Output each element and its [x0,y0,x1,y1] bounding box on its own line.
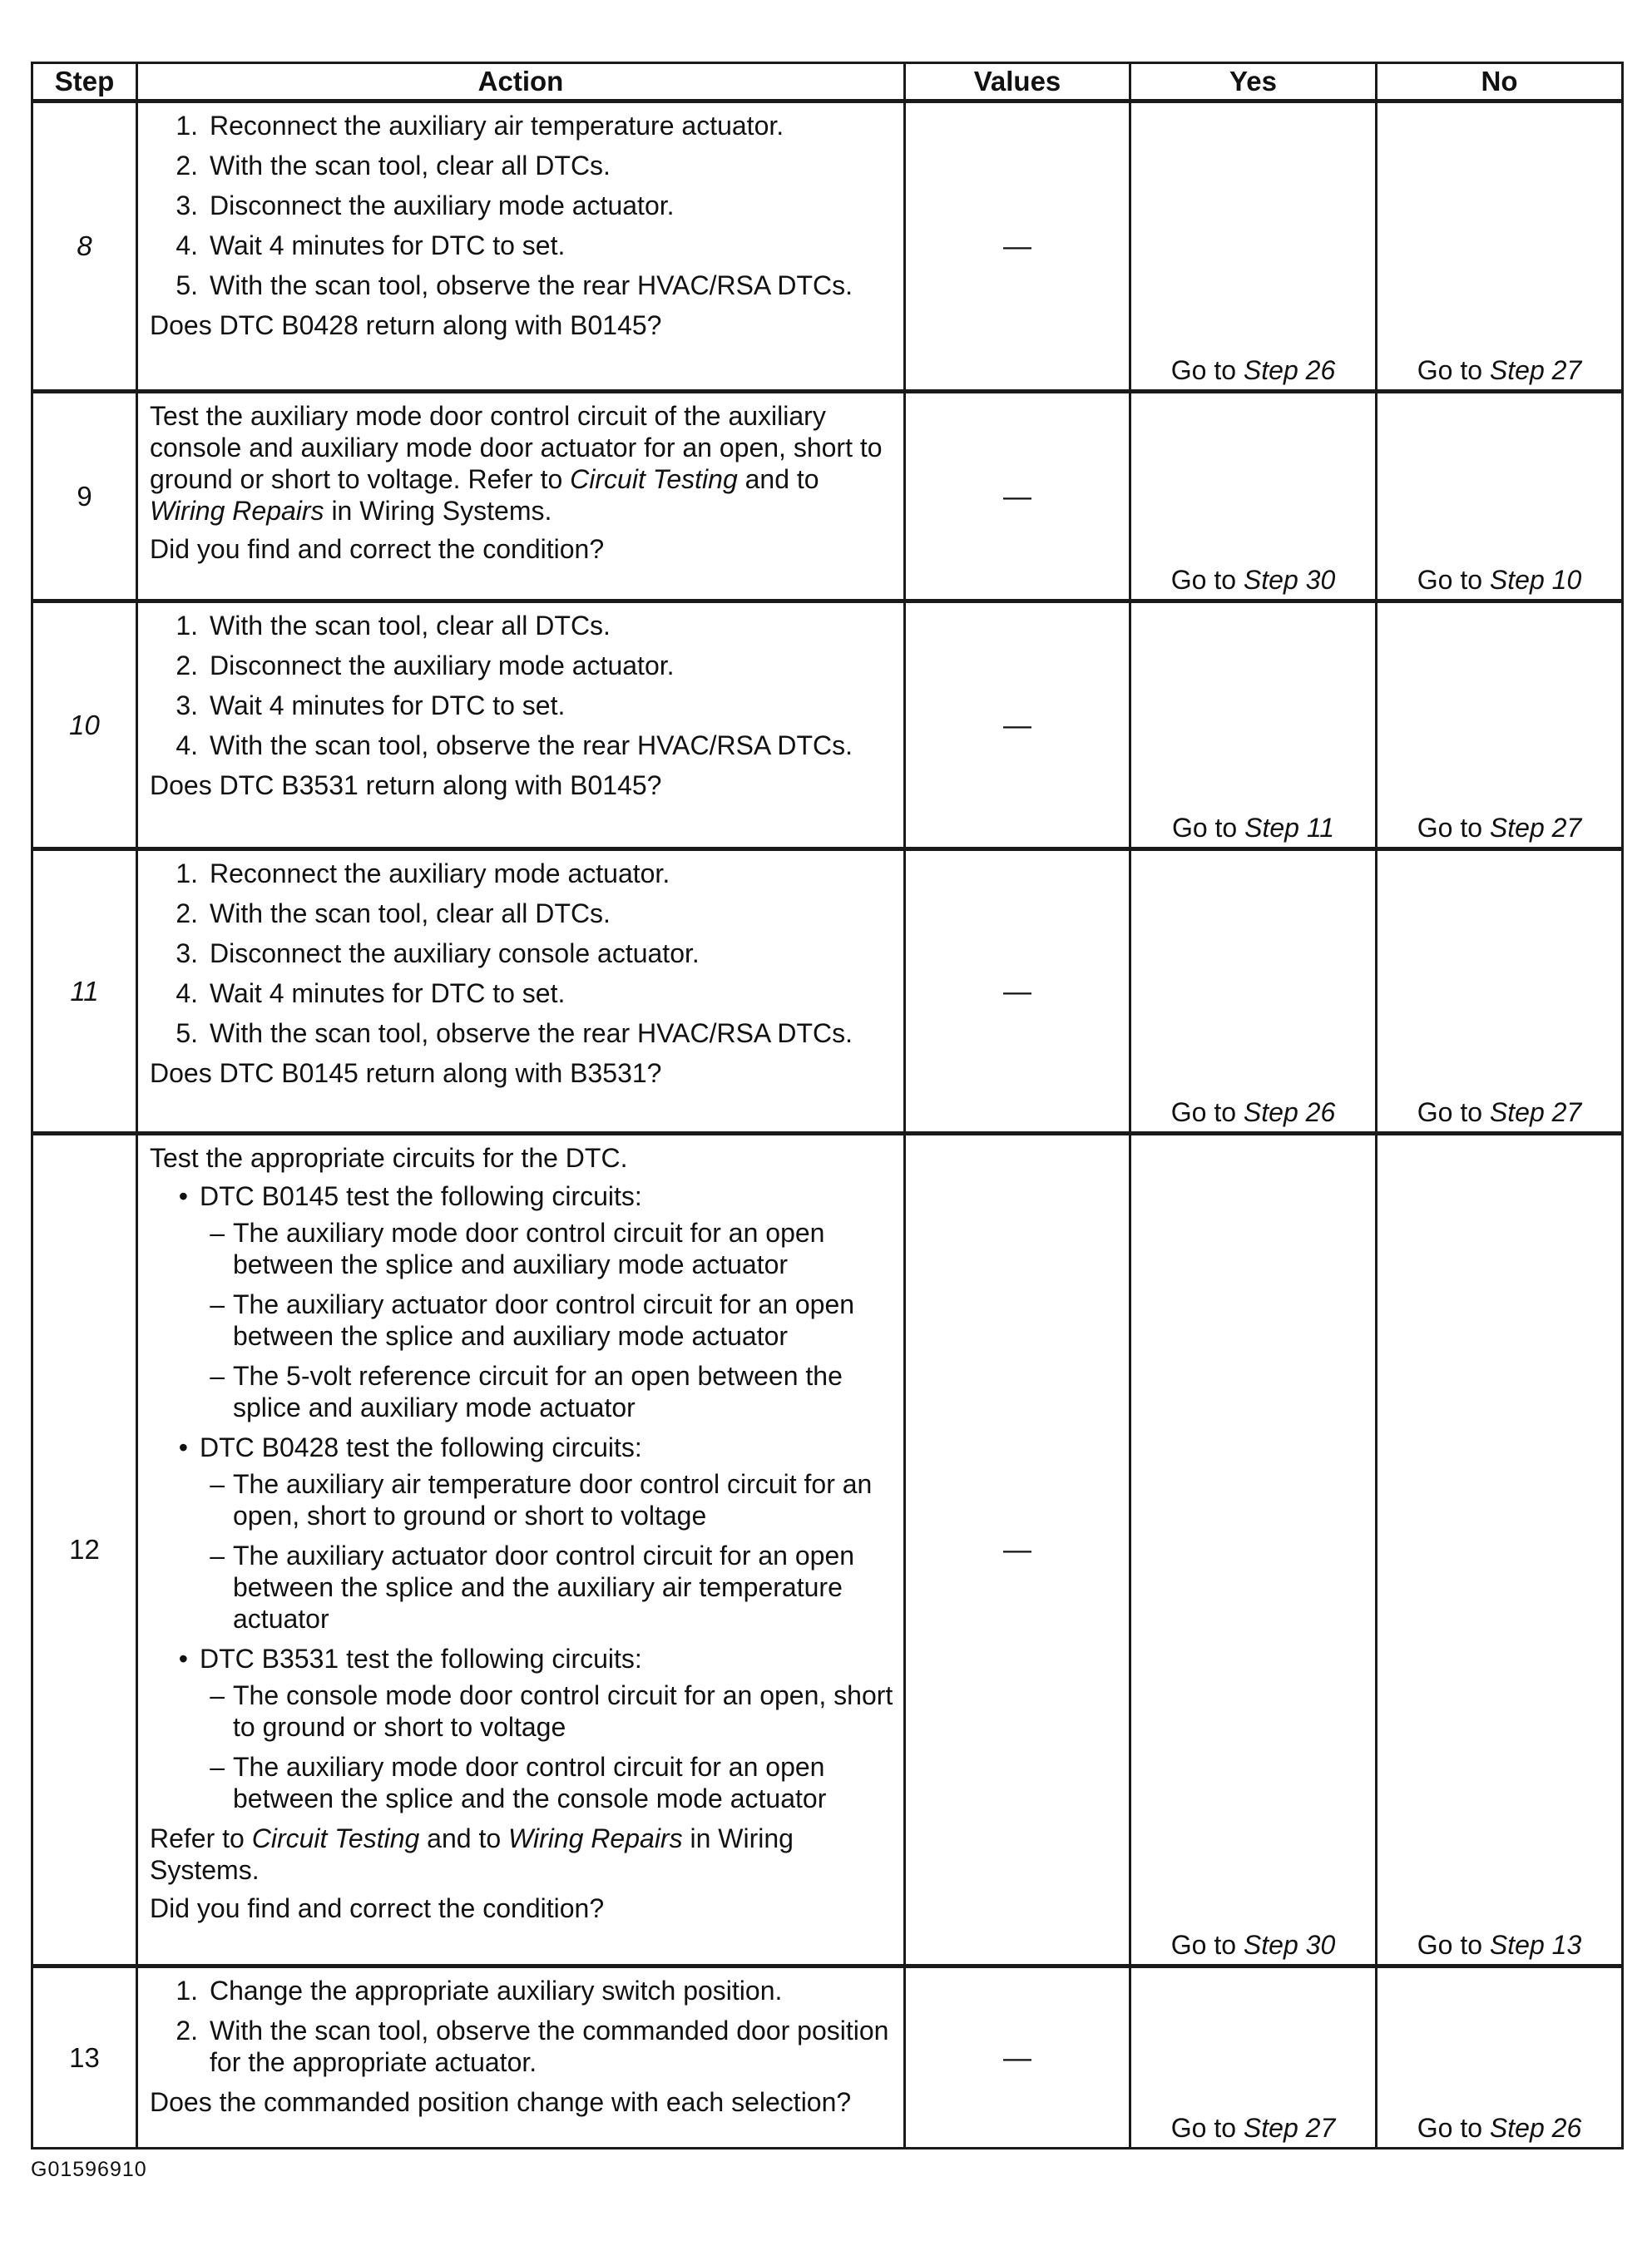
list-item: 1. Reconnect the auxiliary mode actuator. [176,858,670,888]
step-number: 11 [32,849,137,1134]
list-item: – The auxiliary actuator door control circuit for an open between the splice and auxiliary mode actuator [210,1289,855,1351]
list-item: 2. With the scan tool, observe the commanded door position for the appropriate actuator. [176,2016,889,2077]
action-paragraph: Test the auxiliary mode door control circuit of the auxiliary console and auxiliary mode door actuator for an open, short to ground or short to voltage. Refer to Circuit Testing and to Wiring Repairs in Wiring Systems. [150,401,883,526]
question-text: Did you find and correct the condition? [150,534,605,564]
no-cell: Go to Step 13 [1377,1134,1623,1966]
no-step-ref: Step 27 [1489,813,1582,843]
list-item: – The auxiliary actuator door control circuit for an open between the splice and the auxiliary air temperature actuator [210,1541,855,1634]
yes-step-ref: Step 11 [1244,813,1335,843]
action-cell [137,1966,905,2149]
list-item: 4. Wait 4 minutes for DTC to set. [176,978,566,1008]
header-yes: Yes [1130,63,1377,101]
list-item: 4. Wait 4 minutes for DTC to set. [176,230,566,260]
yes-step-ref: Step 26 [1243,1097,1336,1127]
action-cell [137,392,905,601]
list-item: • DTC B0145 test the following circuits: – The auxiliary mode door control circuit for an open between the splice and auxiliary mode actuator – The auxiliary actuator door control circuit for an open between the splice and auxiliary mode actuator – The 5-volt reference circuit for an open between the splice and auxiliary mode actuator [150,1180,895,1423]
values-cell: — [905,601,1130,849]
figure-id: G01596910 [31,2158,147,2181]
header-step: Step [32,63,137,101]
dtc-bullet-list [150,1180,895,1814]
step-number: 12 [32,1134,137,1966]
no-cell: Go to Step 27 [1377,849,1623,1134]
action-steps [150,858,895,1049]
no-step-ref: Step 27 [1489,1097,1582,1127]
yes-cell: Go to Step 11 [1130,601,1377,849]
step-number: 8 [32,101,137,392]
refer-paragraph: Refer to Circuit Testing and to Wiring Repairs in Wiring Systems. [150,1823,794,1885]
list-item: – The auxiliary mode door control circuit for an open between the splice and auxiliary mode actuator [210,1218,825,1279]
list-item: – The 5-volt reference circuit for an open between the splice and auxiliary mode actuator [210,1361,843,1422]
table-row-step-13 [32,1966,1623,2149]
list-item: 1. Change the appropriate auxiliary switch position. [176,1976,783,2006]
no-step-ref: Step 13 [1489,1930,1582,1960]
action-steps [150,1975,895,2078]
list-item: • DTC B0428 test the following circuits: – The auxiliary air temperature door control circuit for an open, short to ground or short to voltage – The auxiliary actuator door control circuit for an open between the splice and the auxiliary air temperature actuator [150,1432,895,1635]
list-item: 2. With the scan tool, clear all DTCs. [176,151,611,181]
list-item: 1. Reconnect the auxiliary air temperature actuator. [176,111,784,141]
list-item: 4. With the scan tool, observe the rear HVAC/RSA DTCs. [176,730,853,760]
question-text: Does DTC B0145 return along with B3531? [150,1058,662,1088]
list-item: 5. With the scan tool, observe the rear HVAC/RSA DTCs. [176,1018,853,1048]
question-text: Does DTC B3531 return along with B0145? [150,770,662,800]
table-row-step-11 [32,849,1623,1134]
list-item: 3. Disconnect the auxiliary mode actuator. [176,190,675,220]
yes-cell: Go to Step 27 [1130,1966,1377,2149]
table-row-step-9 [32,392,1623,601]
no-cell: Go to Step 27 [1377,101,1623,392]
no-step-ref: Step 26 [1489,2113,1582,2143]
diagnostic-table [31,62,1624,2149]
action-steps [150,610,895,761]
list-item: 3. Disconnect the auxiliary console actuator. [176,938,700,968]
table-row-step-12 [32,1134,1623,1966]
yes-step-ref: Step 26 [1243,355,1336,385]
no-step-ref: Step 27 [1489,355,1582,385]
step-number: 9 [32,392,137,601]
list-item: 2. With the scan tool, clear all DTCs. [176,898,611,928]
values-cell: — [905,849,1130,1134]
yes-cell: Go to Step 26 [1130,101,1377,392]
yes-cell: Go to Step 30 [1130,392,1377,601]
no-cell: Go to Step 26 [1377,1966,1623,2149]
no-cell: Go to Step 10 [1377,392,1623,601]
header-row [32,63,1623,101]
table-row-step-8 [32,101,1623,392]
no-cell: Go to Step 27 [1377,601,1623,849]
question-text: Did you find and correct the condition? [150,1893,605,1923]
action-intro: Test the appropriate circuits for the DTC. [150,1143,628,1173]
values-cell: — [905,101,1130,392]
list-item: – The auxiliary air temperature door control circuit for an open, short to ground or short to voltage [210,1469,873,1531]
question-text: Does the commanded position change with each selection? [150,2087,852,2117]
question-text: Does DTC B0428 return along with B0145? [150,310,662,340]
action-cell [137,1134,905,1966]
step-number: 10 [32,601,137,849]
no-step-ref: Step 10 [1489,565,1582,595]
list-item: • DTC B3531 test the following circuits: – The console mode door control circuit for an open, short to ground or short to voltage – The auxiliary mode door control circuit for an open between the splice and the console mode actuator [150,1643,895,1814]
yes-step-ref: Step 27 [1243,2113,1336,2143]
values-cell: — [905,1134,1130,1966]
list-item: – The console mode door control circuit for an open, short to ground or short to voltage [210,1680,893,1742]
yes-cell: Go to Step 26 [1130,849,1377,1134]
list-item: – The auxiliary mode door control circuit for an open between the splice and the console mode actuator [210,1752,827,1813]
step-number: 13 [32,1966,137,2149]
header-values: Values [905,63,1130,101]
list-item: 5. With the scan tool, observe the rear HVAC/RSA DTCs. [176,270,853,300]
list-item: 2. Disconnect the auxiliary mode actuator. [176,651,675,680]
yes-step-ref: Step 30 [1243,1930,1336,1960]
yes-step-ref: Step 30 [1243,565,1336,595]
table-row-step-10 [32,601,1623,849]
list-item: 3. Wait 4 minutes for DTC to set. [176,690,566,720]
values-cell: — [905,392,1130,601]
action-cell [137,601,905,849]
yes-cell: Go to Step 30 [1130,1134,1377,1966]
action-cell [137,849,905,1134]
values-cell: — [905,1966,1130,2149]
action-cell [137,101,905,392]
list-item: 1. With the scan tool, clear all DTCs. [176,611,611,641]
header-no: No [1377,63,1623,101]
header-action: Action [137,63,905,101]
action-steps [150,110,895,301]
